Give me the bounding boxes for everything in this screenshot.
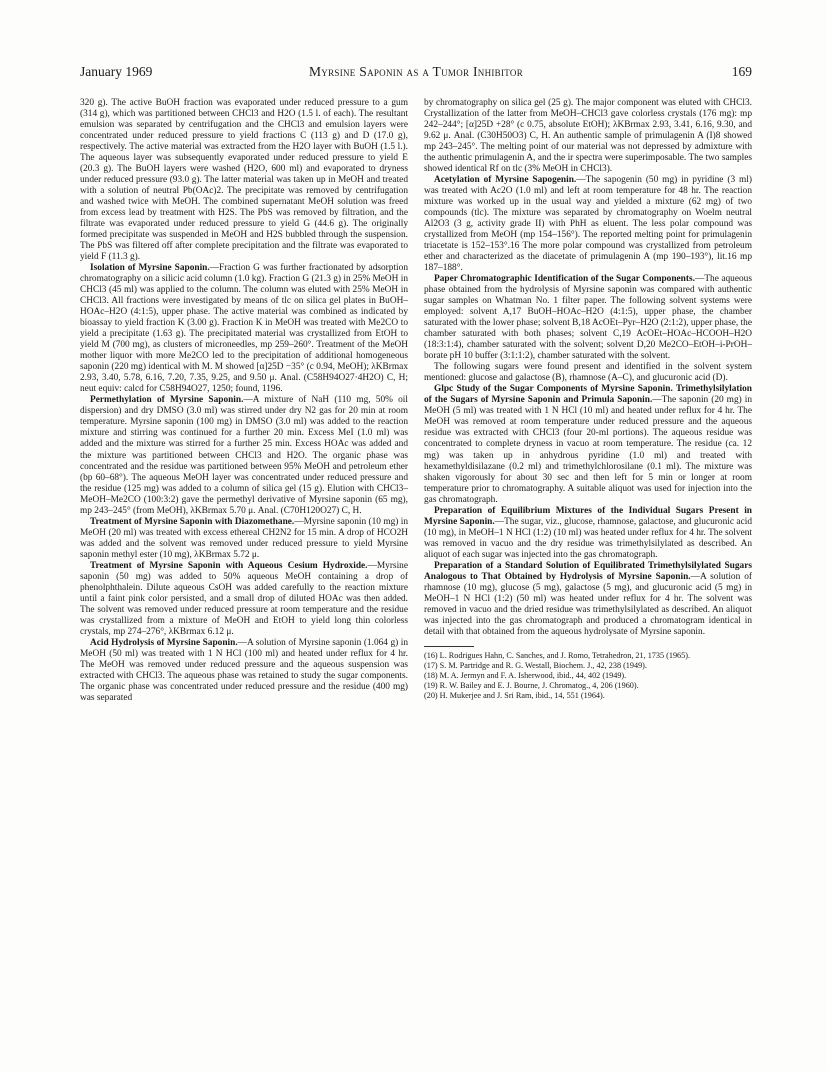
section-heading: Isolation of Myrsine Saponin. bbox=[90, 263, 210, 274]
continued-paragraph bbox=[424, 98, 752, 175]
footnote: (17) S. M. Partridge and R. G. Westall, Biochem. J., 42, 238 (1949). bbox=[424, 660, 647, 670]
left-column bbox=[80, 98, 408, 704]
paragraph-text: —The saponin (20 mg) in MeOH (5 ml) was treated with 1 N HCl (10 ml) and heated under reflux for 4 hr. The MeOH was removed at room temperature under reduced pressure and the aqueous residue was extracted with CHCl3 (four 20-ml portions). The aqueous residue was concentrated to complete dryness in vacuo at room temperature. The residue (ca. 12 mg) was taken up in anhydrous pyridine (1.0 ml) and treated with hexamethyldisilazane (0.2 ml) and trimethylchlorosilane (0.1 ml). The mixture was shaken vigorously for about 30 sec and then left for 5 min or longer at room temperature prior to chromatography. A suitable aliquot was used for injection into the gas chromatograph. bbox=[424, 395, 752, 505]
paragraph bbox=[424, 362, 752, 384]
paragraph-text: —The aqueous phase obtained from the hydrolysis of Myrsine saponin was compared with authentic sugar samples on Whatman No. 1 filter paper. The following solvent systems were employed: solvent A,17 BuOH–HOAc–H2O (4:1:5), upper phase, the chamber saturated with the lower phase; solvent B,18 AcOEt–Pyr–H2O (2:1:2), upper phase, the chamber saturated with both phases; solvent C,19 AcOEt–HOAc–HCOOH–H2O (18:3:1:4), chamber saturated with the solvent; solvent D,20 Me2CO–EtOH–i-PrOH–borate pH 10 buffer (3:1:1:2), chamber saturated with the solvent. bbox=[424, 274, 752, 362]
paragraph-text: —Myrsine saponin (50 mg) was added to 50% aqueous MeOH containing a drop of phenolphthalein. Dilute aqueous CsOH was added carefully to the reaction mixture until a faint pink color persisted, and a small drop of diluted HOAc was then added. The solvent was removed under reduced pressure at room temperature and the residue was crystallized from a mixture of MeOH and EtOH to yield long thin colorless crystals, mp 274–276°, λKBrmax 6.12 μ. bbox=[80, 560, 408, 637]
paragraph bbox=[80, 263, 408, 395]
section-heading: Acid Hydrolysis of Myrsine Saponin. bbox=[90, 637, 238, 648]
section-heading: Glpc Study of the Sugar Components of Myrsine Saponin. Trimethylsilylation of the Sugars of Myrsine Saponin and Primula Saponin. bbox=[424, 384, 752, 406]
section-heading: Permethylation of Myrsine Saponin. bbox=[90, 395, 244, 406]
page-number: 169 bbox=[731, 64, 752, 79]
paragraph-text: —The sugar, viz., glucose, rhamnose, galactose, and glucuronic acid (10 mg), in MeOH–1 N HCl (1:2) (10 ml) was heated under reflux for 4 hr. The solvent was removed in vacuo and the dry residue was trimethylsilylated as described. An aliquot of each sugar was injected into the gas chromatograph. bbox=[424, 516, 752, 560]
paragraph-text: by chromatography on silica gel (25 g). The major component was eluted with CHCl3. Crystallization of the latter from MeOH–CHCl3 gave colorless crystals (176 mg): mp 242–244°; [α]25D +28° (c 0.75, absolute EtOH); λKBrmax 2.93, 3.41, 6.16, 9.30, and 9.62 μ. Anal. (C30H50O3) C, H. An authentic sample of primulagenin A (I)8 showed mp 243–245°. The melting point of our material was not depressed by admixture with the authentic primulagenin A, and the ir spectra were superimposable. The two samples showed identical Rf on tlc (3% MeOH in CHCl3). bbox=[424, 98, 752, 175]
paragraph-text: 320 g). The active BuOH fraction was evaporated under reduced pressure to a gum (314 g), which was partitioned between CHCl3 and H2O (1.5 l. of each). The resultant emulsion was separated by centrifugation and the CHCl3 and emulsion layers were concentrated under reduced pressure to yield fractions C (113 g) and D (17.0 g), respectively. The active material was extracted from the H2O layer with BuOH (1.5 l.). The aqueous layer was subsequently evaporated under reduced pressure to yield E (20.3 g). The BuOH layers were washed (H2O, 600 ml) and evaporated to dryness under reduced pressure (93.0 g). The latter material was taken up in MeOH and treated with a solution of neutral Pb(OAc)2. The precipitate was removed by centrifugation and washed twice with MeOH. The combined supernatant MeOH solution was freed from excess lead by treatment with H2S. The PbS was removed by filtration, and the filtrate was evaporated under reduced pressure to yield G (44.6 g). The originally formed precipitate was suspended in MeOH and H2S bubbled through the suspension. The PbS was filtered off after complete precipitation and the filtrate was evaporated to yield F (11.3 g). bbox=[80, 98, 408, 263]
footnote: (16) L. Rodrigues Hahn, C. Sanches, and J. Romo, Tetrahedron, 21, 1735 (1965). bbox=[424, 650, 691, 660]
running-header bbox=[80, 64, 752, 84]
section-heading: Treatment of Myrsine Saponin with Diazomethane. bbox=[90, 516, 295, 527]
section-heading: Acetylation of Myrsine Sapogenin. bbox=[434, 175, 577, 186]
paragraph bbox=[80, 561, 408, 638]
section-heading: Treatment of Myrsine Saponin with Aqueous Cesium Hydroxide. bbox=[90, 560, 368, 571]
paragraph bbox=[424, 175, 752, 274]
paragraph-text: —A solution of rhamnose (10 mg), glucose (5 mg), galactose (5 mg), and glucuronic acid (5 mg) in MeOH–1 N HCl (1:2) (50 ml) was heated under reflux for 4 hr. The solvent was removed in vacuo and the dried residue was trimethylsilylated as described. An aliquot was injected into the gas chromatograph and produced a chromatogram identical in detail with that obtained from the aqueous hydrolysate of Myrsine saponin. bbox=[424, 571, 752, 637]
paragraph bbox=[80, 638, 408, 704]
footnotes bbox=[424, 651, 752, 701]
continued-paragraph bbox=[80, 98, 408, 263]
paragraph-text: The following sugars were found present and identified in the solvent system mentioned: glucose and galactose (B), rhamnose (A–C), and glucuronic acid (D). bbox=[424, 362, 752, 384]
section-heading: Paper Chromatographic Identification of the Sugar Components. bbox=[434, 274, 695, 285]
paragraph bbox=[80, 395, 408, 516]
footnote-rule bbox=[424, 646, 474, 647]
footnote: (19) R. W. Bailey and E. J. Bourne, J. Chromatog., 4, 206 (1960). bbox=[424, 680, 639, 690]
paragraph bbox=[424, 274, 752, 362]
header-date: January 1969 bbox=[80, 64, 153, 79]
footnote: (18) M. A. Jermyn and F. A. Isherwood, ibid., 44, 402 (1949). bbox=[424, 670, 627, 680]
paragraph bbox=[80, 517, 408, 561]
paragraph-text: —A mixture of NaH (110 mg, 50% oil dispersion) and dry DMSO (3.0 ml) was stirred under dry N2 gas for 20 min at room temperature. Myrsine saponin (100 mg) in DMSO (3.0 ml) was added to the reaction mixture and stirring was continued for a further 20 min. Excess MeI (1.0 ml) was added and the mixture was stirred for a further 25 min. Excess HOAc was added and the mixture was partitioned between CHCl3 and H2O. The organic phase was concentrated and the residue was partitioned between 95% MeOH and petroleum ether (bp 60–68°). The aqueous MeOH layer was concentrated under reduced pressure and the residue (125 mg) was added to a column of silica gel (15 g). Elution with CHCl3–MeOH–Me2CO (100:3:2) gave the permethyl derivative of Myrsine saponin (65 mg), mp 243–245° (from MeOH), λKBrmax 5.70 μ. Anal. (C70H120O27) C, H. bbox=[80, 395, 408, 516]
paragraph bbox=[424, 561, 752, 638]
header-title: Myrsine Saponin as a Tumor Inhibitor bbox=[308, 64, 524, 79]
footnote: (20) H. Mukerjee and J. Sri Ram, ibid., 14, 551 (1964). bbox=[424, 690, 605, 700]
section-heading: Preparation of Equilibrium Mixtures of the Individual Sugars Present in Myrsine Saponin. bbox=[424, 505, 752, 527]
right-column bbox=[424, 98, 752, 701]
paragraph-text: —A solution of Myrsine saponin (1.064 g) in MeOH (50 ml) was treated with 1 N HCl (100 ml) and heated under reflux for 4 hr. The MeOH was removed under reduced pressure and the aqueous suspension was extracted with CHCl3. The aqueous phase was retained to study the sugar components. The organic phase was concentrated under reduced pressure and the residue (400 mg) was separated bbox=[80, 637, 408, 703]
paragraph-text: —Fraction G was further fractionated by adsorption chromatography on a silicic acid column (1.0 kg). Fraction G (21.3 g) in 25% MeOH in CHCl3 (45 ml) was applied to the column. The column was eluted with 25% MeOH in CHCl3. All fractions were investigated by means of tlc on silica gel plates in BuOH–HOAc–H2O (4:1:5), upper phase. The active material was combined as indicated by bioassay to yield fraction K (3.00 g). Fraction K in MeOH was treated with Me2CO to yield a precipitate (1.63 g). The precipitated material was crystallized from EtOH to yield M (700 mg), as clusters of microneedles, mp 259–260°. Treatment of the MeOH mother liquor with more Me2CO led to the precipitation of additional homogeneous saponin (220 mg) identical with M. M showed [α]25D −35° (c 0.94, MeOH); λKBrmax 2.93, 3.40, 5.78, 6.16, 7.20, 7.35, 9.25, and 9.50 μ. Anal. (C58H94O27·4H2O) C, H; neut equiv: calcd for C58H94O27, 1250; found, 1196. bbox=[80, 263, 408, 395]
paragraph-text: —The sapogenin (50 mg) in pyridine (3 ml) was treated with Ac2O (1.0 ml) and left at room temperature for 48 hr. The reaction mixture was worked up in the usual way and yielded a mixture (62 mg) of two compounds (tlc). The mixture was separated by chromatography on Woelm neutral Al2O3 (3 g, activity grade II) with PhH as eluent. The less polar compound was crystallized from MeOH (mp 154–156°). The reported melting point for primulagenin triacetate is 152–153°.16 The more polar compound was crystallized from petroleum ether and characterized as the diacetate of primulagenin A (mp 190–193°), lit.16 mp 187–188°. bbox=[424, 175, 753, 274]
paragraph-text: —Myrsine saponin (10 mg) in MeOH (20 ml) was treated with excess ethereal CH2N2 for 15 min. A drop of HCO2H was added and the solvent was removed under reduced pressure to yield Myrsine saponin methyl ester (10 mg), λKBrmax 5.72 μ. bbox=[80, 516, 409, 560]
paragraph bbox=[424, 506, 752, 561]
paragraph bbox=[424, 384, 752, 505]
section-heading: Preparation of a Standard Solution of Equilibrated Trimethylsilylated Sugars Analogous to That Obtained by Hydrolysis of Myrsine Saponin. bbox=[424, 560, 752, 582]
